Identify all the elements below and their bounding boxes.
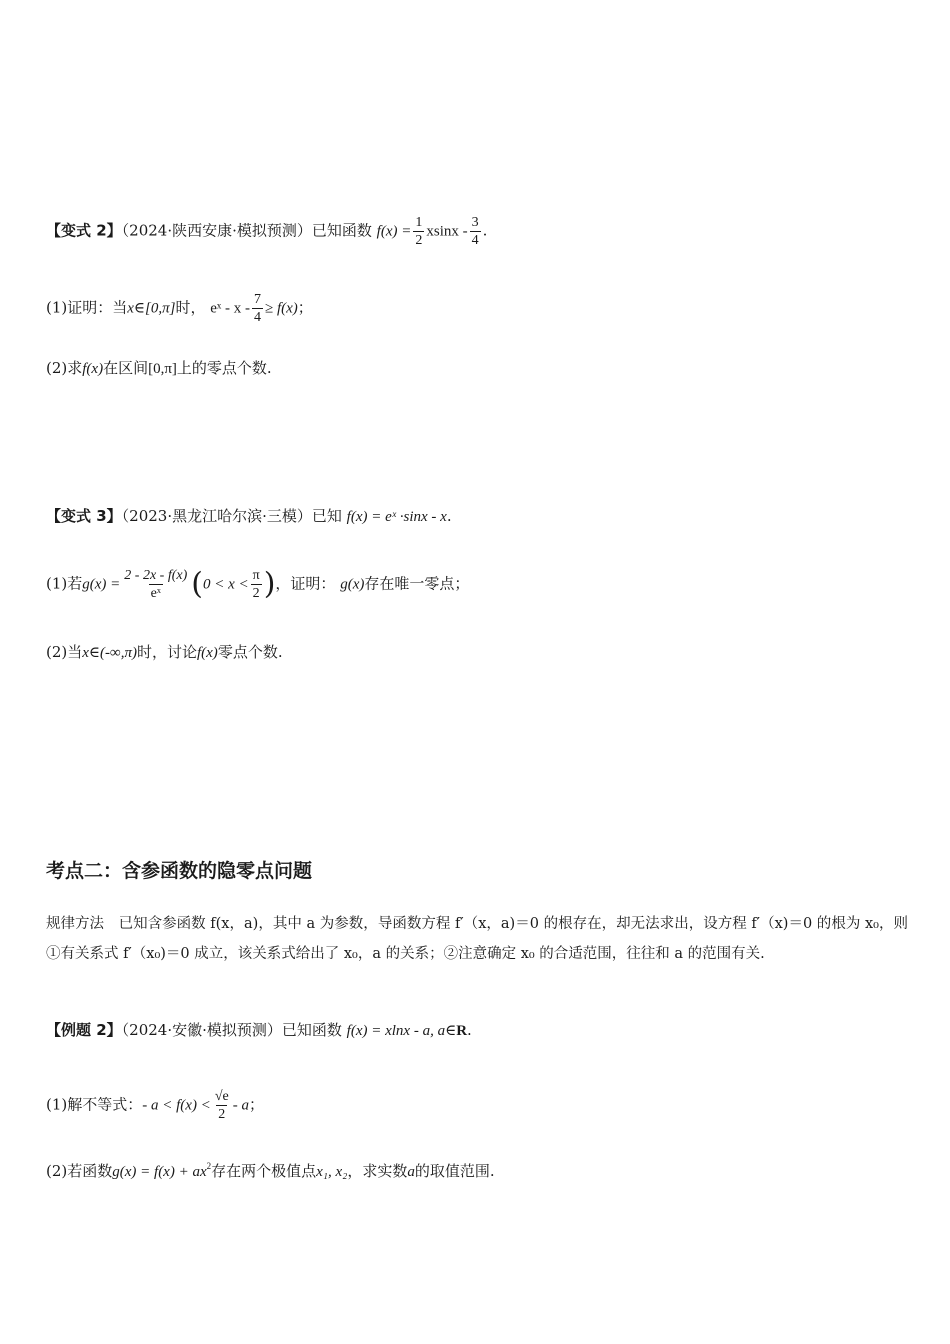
variant-2-header [46,214,487,249]
g-lhs: g(x) = [82,576,121,593]
extreme-points: x₁, x₂ [316,1164,348,1180]
variant-2-func-mid: xsinx - [426,223,468,240]
question-text-end: 上的零点个数. [176,359,272,377]
inequality-left: - a < f(x) < [142,1097,211,1114]
question-condition: x∈[0,π] [127,300,176,317]
question-text-end: 的取值范围. [414,1162,495,1180]
g-definition: g(x) = f(x) + ax [112,1164,207,1180]
example-2-header [46,1020,472,1041]
variant-3-question-2 [46,642,283,663]
frac-sqrt-e-half [213,1088,231,1123]
punctuation: ； [297,298,313,317]
frac-pi-half [251,567,262,602]
question-text: 时， [175,298,206,317]
left-paren: ( [191,566,203,602]
variant-3-header [46,506,452,527]
variant-3-source: （2023·黑龙江哈尔滨·三模）已知 [121,507,342,525]
variant-3-tag: 【变式 3】 [46,507,122,525]
variant-2-question-2 [46,358,272,379]
frac-numerator: 3 [471,215,479,230]
frac-numerator: π [252,568,260,583]
punctuation: ； [248,1095,264,1114]
section-title: 考点二：含参函数的隐零点问题 [46,860,313,882]
example-2-question-2 [46,1156,495,1182]
example-2-source: （2024·安徽·模拟预测）已知函数 [121,1021,342,1039]
question-prefix: (2)当 [46,643,83,661]
inequality-left: eˣ - x - [210,300,250,317]
exponent: 2 [206,1161,212,1171]
period: . [467,1021,472,1039]
g-func: g(x) [340,576,365,593]
question-prefix: (1)若 [46,574,83,593]
right-paren: ) [263,566,276,602]
question-text: 存在两个极值点 [211,1162,317,1180]
question-prefix: (2)若函数 [46,1162,113,1180]
question-text: 在区间 [103,359,149,377]
question-prefix: (1)证明：当 [46,298,128,317]
frac-numerator: 2 - 2x - f(x) [124,568,188,583]
frac-numerator: 7 [253,292,261,307]
variant-2-tag: 【变式 2】 [46,221,122,240]
inequality-right: - a [232,1097,249,1114]
frac-denominator: eˣ [150,586,161,601]
variant-2-frac-three-quarters [470,214,481,249]
question-func: f(x) [82,361,104,377]
frac-denominator: 4 [471,233,479,248]
variant-2-source: （2024·陕西安康·模拟预测）已知函数 [121,221,372,240]
domain-condition: 0 < x < [202,576,249,593]
question-text-end: 零点个数. [217,643,283,661]
question-text: ，求实数 [347,1162,408,1180]
frac-denominator: 2 [218,1107,226,1122]
question-text: ，证明： [275,574,336,593]
frac-numerator: 1 [415,215,423,230]
question-prefix: (2)求 [46,359,83,377]
variant-2-question-1 [46,291,313,326]
inequality-right: ≥ f(x) [264,300,298,317]
example-2-tag: 【例题 2】 [46,1021,122,1039]
frac-numerator: √e [214,1089,229,1104]
question-func: f(x) [196,645,218,661]
variant-3-func: f(x) = eˣ ·sinx - x [346,509,447,525]
period: . [446,507,452,525]
question-text-end: 存在唯一零点； [364,574,470,593]
question-condition: x∈(-∞,π) [82,645,137,661]
method-paragraph: 规律方法 已知含参函数 f(x，a)，其中 a 为参数，导函数方程 f′（x，a)＝0 的根存在，却无法求出，设方程 f′（x)＝0 的根为 x₀，则①有关系式 f′（x₀)＝0 成立，该关系式给出了 x₀，a 的关系；②注意确定 x₀ 的合适范围，往往和 a 的范围有关. [46,916,908,962]
variant-2-func-lhs: f(x) = [376,223,412,240]
real-set-symbol: R [456,1023,468,1039]
question-prefix: (1)解不等式： [46,1095,143,1114]
question-interval: [0,π] [148,361,177,377]
frac-denominator: 4 [253,310,261,325]
variant-3-question-1 [46,567,469,602]
sqrt-radicand: e [222,1089,229,1104]
g-fraction [122,567,189,602]
example-2-question-1 [46,1088,264,1123]
frac-denominator: 2 [252,586,260,601]
frac-denominator: 2 [415,233,423,248]
example-2-func: f(x) = xlnx - a, a∈ [346,1023,457,1039]
variant-2-frac-half [413,214,424,249]
frac-seven-quarters [252,291,263,326]
param-a: a [407,1164,415,1180]
question-text: 时，讨论 [136,643,197,661]
period: . [482,221,488,240]
